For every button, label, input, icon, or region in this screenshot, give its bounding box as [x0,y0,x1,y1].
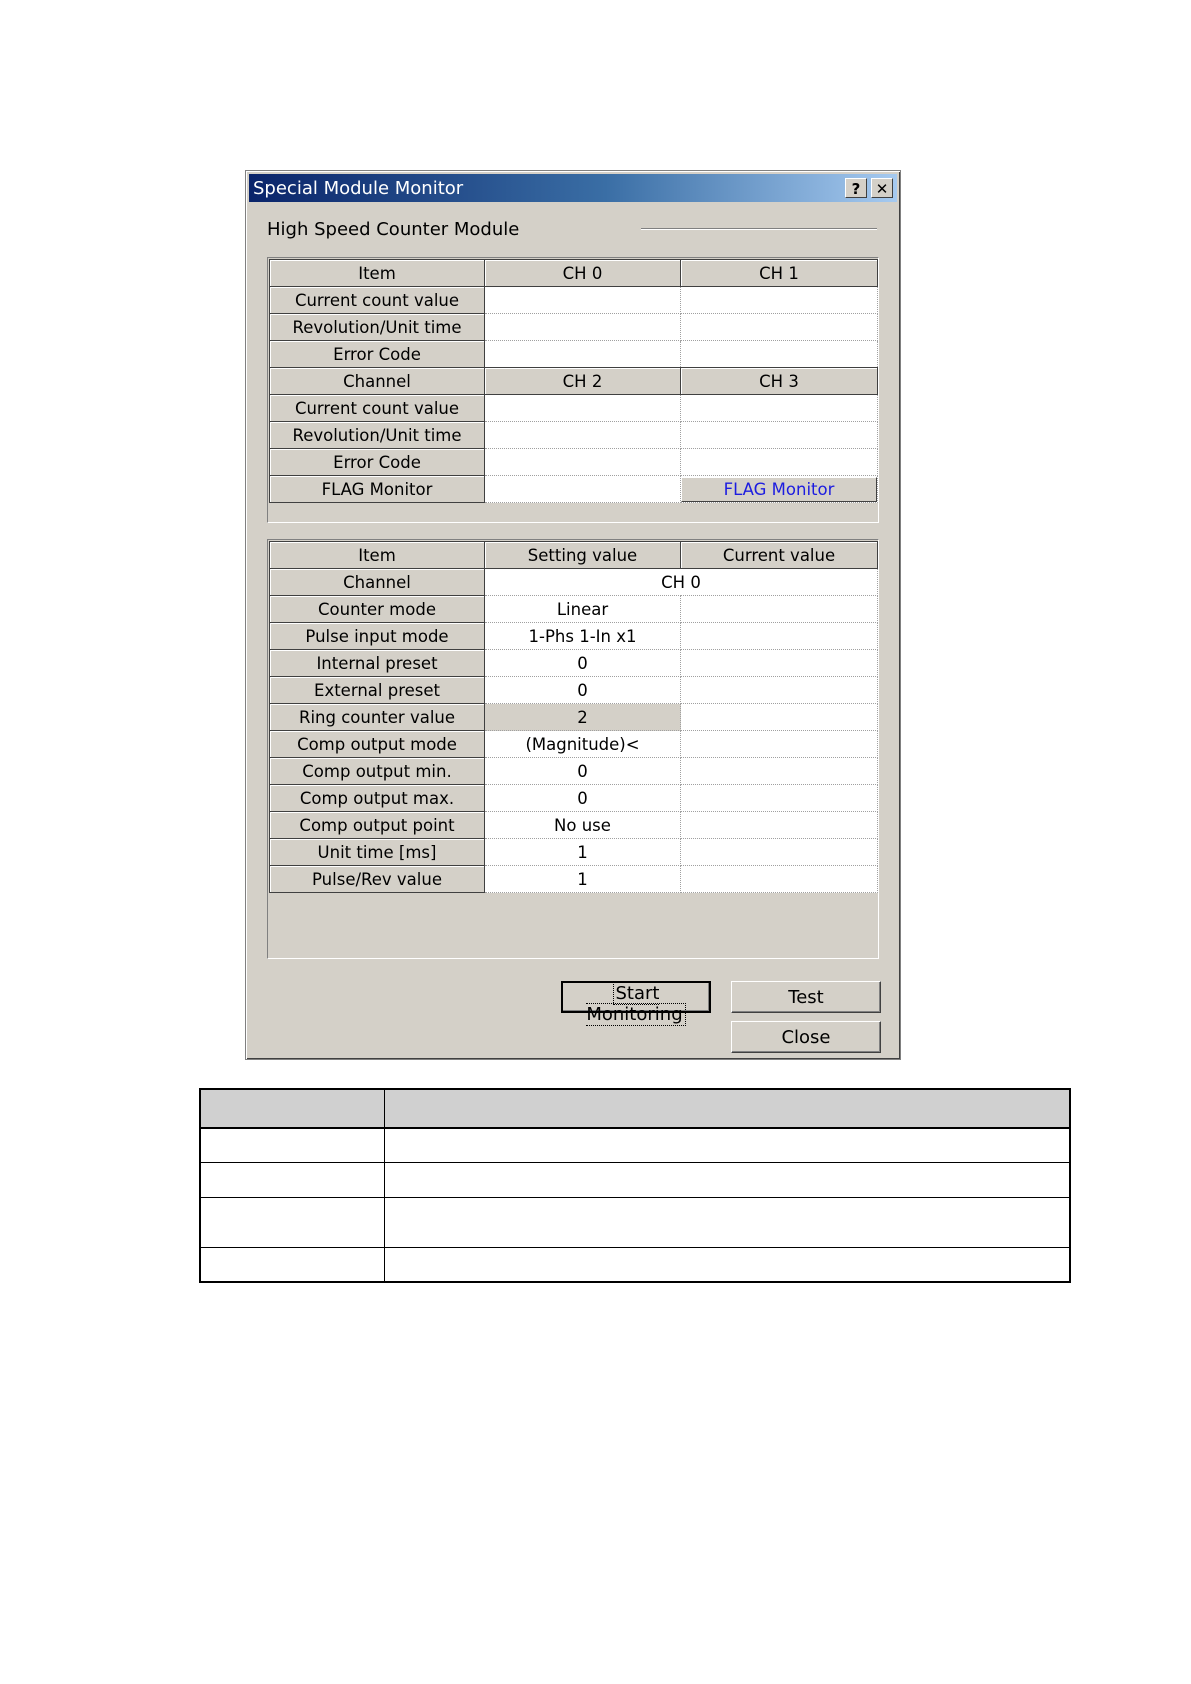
table-row [270,704,878,731]
row-label: Channel [270,569,485,596]
channel-select[interactable]: CH 0 [485,569,878,596]
value-cell [681,287,878,314]
header-cell: Current value [681,542,878,569]
setting-value[interactable]: 1 [485,839,681,866]
current-value [681,596,878,623]
setting-value[interactable]: 0 [485,758,681,785]
row-label: Error Code [270,449,485,476]
setting-value[interactable]: No use [485,812,681,839]
table-row [270,812,878,839]
table-row [270,287,878,314]
current-value [681,650,878,677]
current-value [681,785,878,812]
row-label: Pulse/Rev value [270,866,485,893]
row-label: Revolution/Unit time [270,422,485,449]
row-label: Comp output mode [270,731,485,758]
test-button[interactable]: Test [731,981,881,1013]
row-label: Revolution/Unit time [270,314,485,341]
row-label: Counter mode [270,596,485,623]
row-label: Comp output min. [270,758,485,785]
special-module-monitor-dialog [245,170,901,1060]
row-label: FLAG Monitor [270,476,485,503]
setting-value: 2 [485,704,681,731]
value-cell [485,287,681,314]
row-label: External preset [270,677,485,704]
row-label: Error Code [270,341,485,368]
current-value [681,704,878,731]
row-label: Ring counter value [270,704,485,731]
document-table-row-divider [201,1162,1069,1163]
module-separator [641,228,877,230]
settings-header-row [270,542,878,569]
document-table-row-divider [201,1247,1069,1248]
flag-row [270,476,878,503]
value-cell [681,314,878,341]
setting-value[interactable]: 0 [485,677,681,704]
close-icon[interactable]: ✕ [871,178,893,198]
row-label: Current count value [270,395,485,422]
header-cell: Channel [270,368,485,395]
value-cell [681,449,878,476]
document-table-header [201,1090,1069,1129]
current-value [681,866,878,893]
setting-value[interactable]: 1 [485,866,681,893]
current-value [681,839,878,866]
table-row [270,449,878,476]
title-bar [249,174,897,202]
settings-table [269,541,878,893]
table-row [270,866,878,893]
table-row [270,650,878,677]
setting-value[interactable]: (Magnitude)< [485,731,681,758]
table-row [270,731,878,758]
dialog-title: Special Module Monitor [253,178,464,199]
table-row [270,785,878,812]
table-row [270,623,878,650]
setting-value[interactable]: 0 [485,650,681,677]
header-cell: CH 0 [485,260,681,287]
value-cell [681,395,878,422]
header-cell: Item [270,542,485,569]
channel-row [270,569,878,596]
document-table-row-divider [201,1197,1069,1198]
table-row [270,422,878,449]
document-table-column-divider [384,1090,385,1281]
value-cell [485,476,681,503]
channel-header-row [270,368,878,395]
table-row [270,596,878,623]
value-cell [485,395,681,422]
header-cell: Setting value [485,542,681,569]
row-label: Unit time [ms] [270,839,485,866]
setting-value[interactable]: 1-Phs 1-In x1 [485,623,681,650]
header-cell: CH 3 [681,368,878,395]
table-row [270,758,878,785]
table-row [270,341,878,368]
setting-value[interactable]: 0 [485,785,681,812]
help-icon[interactable]: ? [845,178,867,198]
monitor-header-row [270,260,878,287]
monitor-table [269,259,878,503]
module-label: High Speed Counter Module [267,219,520,240]
row-label: Comp output point [270,812,485,839]
table-row [270,677,878,704]
row-label: Comp output max. [270,785,485,812]
current-value [681,731,878,758]
settings-grid [267,539,879,959]
row-label: Current count value [270,287,485,314]
row-label: Pulse input mode [270,623,485,650]
value-cell [485,422,681,449]
table-row [270,839,878,866]
monitor-grid [267,257,879,523]
value-cell [485,341,681,368]
value-cell [681,422,878,449]
start-monitoring-label: Start Monitoring [586,982,685,1026]
flag-monitor-button[interactable]: FLAG Monitor [681,477,877,502]
header-cell: CH 1 [681,260,878,287]
row-label: Internal preset [270,650,485,677]
empty-document-table [199,1088,1071,1283]
close-button[interactable]: Close [731,1021,881,1053]
value-cell [485,314,681,341]
value-cell [485,449,681,476]
current-value [681,623,878,650]
header-cell: CH 2 [485,368,681,395]
header-cell: Item [270,260,485,287]
table-row [270,395,878,422]
setting-value[interactable]: Linear [485,596,681,623]
current-value [681,677,878,704]
value-cell [681,341,878,368]
start-monitoring-button[interactable] [561,981,711,1025]
current-value [681,758,878,785]
current-value [681,812,878,839]
table-row [270,314,878,341]
flag-cell [681,476,878,503]
